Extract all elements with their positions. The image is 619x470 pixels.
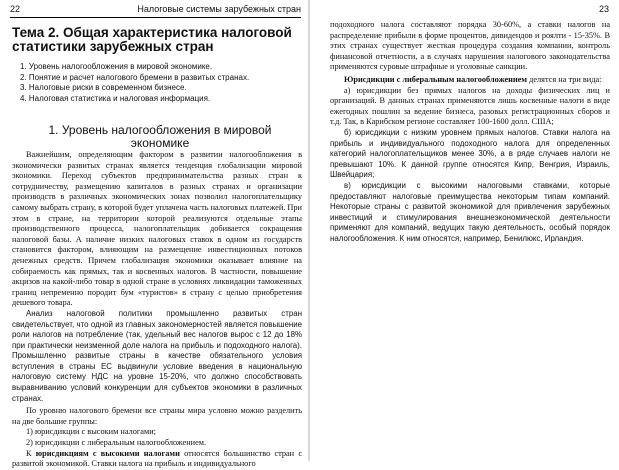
list-item: в) юрисдикции с высокими налоговыми ставками, которые предоставляют налоговые преимущества некоторым типам компаний. Некоторые страны с развитой экономикой для привлечения зарубежных инвестиций и стимулирования внешнеэкономической деятельности применяют для компаний, ведущих такую деятельность, особый порядок налогообложения. К ним относятся, например, Бенилюкс, Ирландия. [330, 180, 610, 243]
paragraph: подоходного налога составляют порядка 30-60%, а ставки налогов на распределение прибыли в форме процентов, дивидендов и роялти - 15-35%. В этих странах существует жесткая процедура создания компании, контроль финансовой отчетности, а в случаях нарушения налогового законодательства применяются суровые штрафные и уголовные санкции. [330, 20, 610, 72]
left-page [0, 0, 309, 469]
list-item: а) юрисдикции без прямых налогов на доходы физических лиц и организаций. В данных странах применяются лишь косвенные налоги в виде ежегодных пошлин за ведение бизнеса, разовых регистрационных сборов и т.д. Так, в Карибском регионе составляет 100-1600 долл. США; [330, 85, 610, 127]
chapter-contents [20, 62, 305, 104]
left-body-text [12, 150, 302, 470]
bold-term: Юрисдикции с либеральным налогообложением [344, 74, 528, 84]
running-header-title: Налоговые системы зарубежных стран [137, 4, 301, 14]
list-item: 2) юрисдикции с либеральным налогообложением. [26, 438, 207, 448]
list-item: б) юрисдикции с низким уровнем прямых налогов. Ставки налога на прибыль и индивидуального подоходного налога для определенных категорий налогоплательщиков менее 30%, а в ряде случаев налоги не превышают 10%. К данной группе относятся Кипр, Венгрия, Израиль, Швейцария; [330, 127, 610, 180]
right-page-number: 23 [598, 4, 609, 14]
right-page [310, 0, 619, 461]
right-body-text [330, 20, 610, 244]
section-title: 1. Уровень налогообложения в мировой экономике [48, 123, 272, 150]
contents-item: 3. Налоговые риски в современном бизнесе. [20, 83, 187, 92]
bold-term: юрисдикциям с высокими налогами [35, 448, 180, 458]
paragraph-lead: К [26, 448, 36, 458]
paragraph [12, 449, 302, 470]
contents-item: 1. Уровень налогообложения в мировой экономике. [20, 62, 213, 71]
paragraph: Анализ налоговой политики промышленно развитых стран свидетельствует, что одной из главных закономерностей является повышение роли налогов на потребление (так, удельный вес налогов вырос с 12 до 18% при практически неизменной доле налога на прибыль и подоходного налога). Промышленно развитые страны в качестве обязательного условия вступления в страны ЕС выдвинули условие введения в национальную налоговую систему НДС на уровне 15-20%, что должно способствовать выравниванию условий конкуренции для субъектов экономики в различных странах. [12, 308, 302, 403]
contents-item: 4. Налоговая статистика и налоговая информация. [20, 93, 211, 103]
paragraph: По уровню налогового бремени все страны мира условно можно разделить на две большие группы: [12, 406, 302, 426]
running-header [10, 4, 301, 18]
paragraph: Важнейшим, определяющим фактором в развитии налогообложения в экономически развитых странах является тенденция глобализации мировой экономики. Переход субъектов предпринимательства разных стран к сотрудничеству, размещению капиталов в разных странах и организации производств в различных экономических зонах позволил налогоплательщику самому выбрать страну, в которой будет уплачена часть налоговых платежей. При этом в стране, на территории которой реализуются отдельные этапы производственного процесса, налогоплательщик добивается сокращения налоговой базы. А наличие низких налоговых ставок в одном из государств становится фактором, влияющим на размещение инвестиционных потоков денежных средств. Причем глобализация экономики оказывает влияние на собираемость как прямых, так и косвенных налогов. В частности, повышение акцизов на какой-либо товар в одной стране в условиях ликвидации таможенных границ непременно породит бум «туристов» в страну с целью приобретения дешевого товара. [12, 150, 302, 308]
paragraph-rest: делятся на три вида: [527, 74, 602, 84]
list-item: 1) юрисдикции с высоким налогами; [26, 427, 156, 437]
chapter-title: Тема 2. Общая характеристика налоговой статистики зарубежных стран [12, 25, 292, 54]
paragraph-rest: относятся большинство стран с развитой экономикой. Ставки налога на прибыль и индивидуального [12, 448, 303, 469]
contents-item: 2. Понятие и расчет налогового бремени в развитых странах. [20, 72, 250, 82]
left-page-number: 22 [10, 4, 21, 14]
paragraph [330, 75, 610, 86]
